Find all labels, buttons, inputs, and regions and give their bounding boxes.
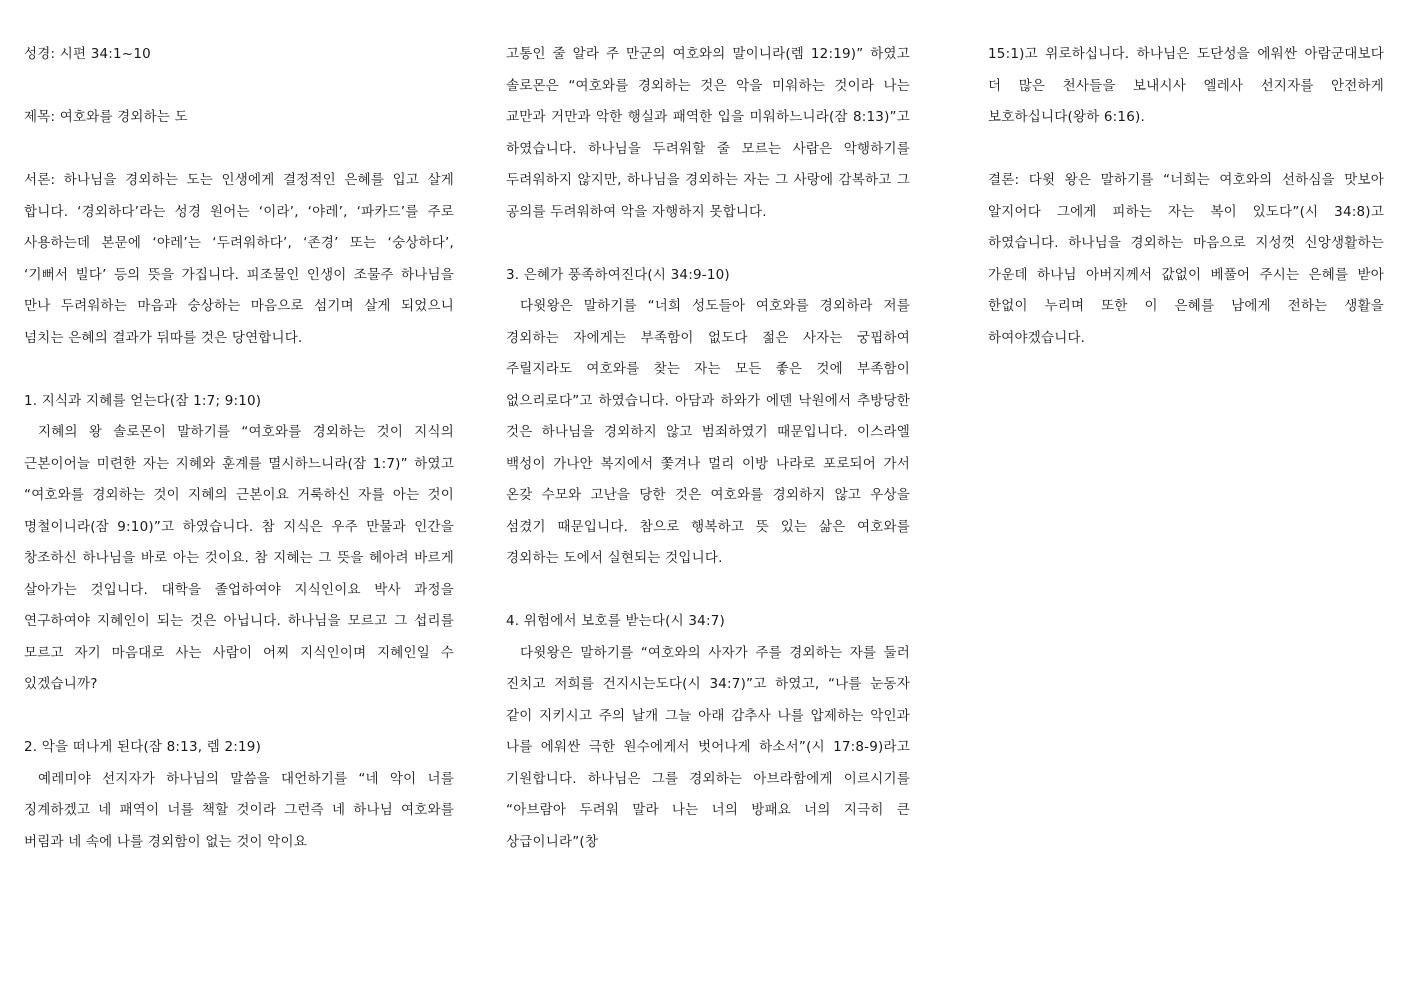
- section-2-body-start: 예레미야 선지자가 하나님의 말씀을 대언하기를 “네 악이 너를 징계하겠고 네 패역이 너를 책할 것이라 그런즉 네 하나님 여호와를 버림과 네 속에 나를 경외함이 없는 것이 악이요: [24, 770, 454, 850]
- sermon-title: 제목: 여호와를 경외하는 도: [24, 109, 188, 125]
- column-right: [988, 39, 1384, 354]
- column-middle: [506, 39, 910, 858]
- section-4-heading: 4. 위험에서 보호를 받는다(시 34:7): [506, 613, 725, 629]
- section-1-body: 지혜의 왕 솔로몬이 말하기를 “여호와를 경외하는 것이 지식의 근본이어늘 미련한 자는 지혜와 훈계를 멸시하느니라(잠 1:7)” 하였고 “여호와를 경외하는 것이 지혜의 근본이요 거룩하신 자를 아는 것이 명철이니라(잠 9:10)”고 하였습니다. 참 지식은 우주 만물과 인간을 창조하신 하나님을 바로 아는 것이요. 참 지혜는 그 뜻을 헤아려 바르게 살아가는 것입니다. 대학을 졸업하여야 지식인이요 박사 과정을 연구하여야 지혜인이 되는 것은 아닙니다. 하나님을 모르고 그 섭리를 모르고 자기 마음대로 사는 사람이 어찌 지식인이며 지혜인일 수 있겠습니까?: [24, 424, 454, 692]
- spacer: [24, 71, 454, 103]
- spacer: [988, 134, 1384, 166]
- column-left: [24, 39, 454, 858]
- conclusion-paragraph: 결론: 다윗 왕은 말하기를 “너희는 여호와의 선하심을 맛보아 알지어다 그에게 피하는 자는 복이 있도다”(시 34:8)고 하였습니다. 하나님을 경외하는 마음으로 지성껏 신앙생활하는 가운데 하나님 아버지께서 값없이 베풀어 주시는 은혜를 받아 한없이 누리며 또한 이 은혜를 남에게 전하는 생활을 하여야겠습니다.: [988, 172, 1384, 346]
- spacer: [506, 575, 910, 607]
- introduction-paragraph: 서론: 하나님을 경외하는 도는 인생에게 결정적인 은혜를 입고 살게 합니다. ‘경외하다’라는 성경 원어는 ‘이라’, ‘야레’, ‘파카드’를 주로 사용하는데 본문에 ‘야레’는 ‘두려워하다’, ‘존경’ 또는 ‘숭상하다’, ‘기뻐서 빌다’ 등의 뜻을 가집니다. 피조물인 인생이 조물주 하나님을 만나 두려워하는 마음과 숭상하는 마음으로 섬기며 살게 되었으니 넘치는 은혜의 결과가 뒤따를 것은 당연합니다.: [24, 172, 454, 346]
- section-3-body: 다윗왕은 말하기를 “너희 성도들아 여호와를 경외하라 저를 경외하는 자에게는 부족함이 없도다 젊은 사자는 궁핍하여 주릴지라도 여호와를 찾는 자는 모든 좋은 것에 부족함이 없으리로다”고 하였습니다. 아담과 하와가 에덴 낙원에서 추방당한 것은 하나님을 경외하지 않고 범죄하였기 때문입니다. 이스라엘 백성이 가나안 복지에서 쫓겨나 멀리 이방 나라로 포로되어 가서 온갖 수모와 고난을 당한 것은 여호와를 경외하지 않고 우상을 섬겼기 때문입니다. 참으로 행복하고 뜻 있는 삶은 여호와를 경외하는 도에서 실현되는 것입니다.: [506, 298, 910, 566]
- spacer: [506, 228, 910, 260]
- section-3-heading: 3. 은혜가 풍족하여진다(시 34:9-10): [506, 266, 730, 283]
- section-4-body-continued: 15:1)고 위로하십니다. 하나님은 도단성을 에워싼 아람군대보다 더 많은 천사들을 보내시사 엘레사 선지자를 안전하게 보호하십니다(왕하 6:16).: [988, 46, 1384, 125]
- spacer: [24, 354, 454, 386]
- section-2-body-continued: 고통인 줄 알라 주 만군의 여호와의 말이니라(렘 12:19)” 하였고 솔로몬은 “여호와를 경외하는 것은 악을 미워하는 것이라 나는 교만과 거만과 악한 행실과 패역한 입을 미워하느니라(잠 8:13)”고 하였습니다. 하나님을 두려워할 줄 모르는 사람은 악행하기를 두려워하지 않지만, 하나님을 경외하는 자는 그 사랑에 감복하고 그 공의를 두려워하여 악을 자행하지 못합니다.: [506, 46, 910, 220]
- scripture-reference: 성경: 시편 34:1~10: [24, 46, 151, 62]
- spacer: [24, 701, 454, 733]
- section-1-heading: 1. 지식과 지혜를 얻는다(잠 1:7; 9:10): [24, 392, 262, 409]
- section-4-body-start: 다윗왕은 말하기를 “여호와의 사자가 주를 경외하는 자를 둘러 진치고 저희를 건지시는도다(시 34:7)”고 하였고, “나를 눈동자 같이 지키시고 주의 날개 그늘 아래 감추사 나를 압제하는 악인과 나를 에워싼 극한 원수에게서 벗어나게 하소서”(시 17:8-9)라고 기원합니다. 하나님은 그를 경외하는 아브라함에게 이르시기를 “아브람아 두려워 말라 나는 너의 방패요 너의 지극히 큰 상급이니라”(창: [506, 644, 910, 850]
- section-2-heading: 2. 악을 떠나게 된다(잠 8:13, 렘 2:19): [24, 739, 262, 755]
- spacer: [24, 134, 454, 166]
